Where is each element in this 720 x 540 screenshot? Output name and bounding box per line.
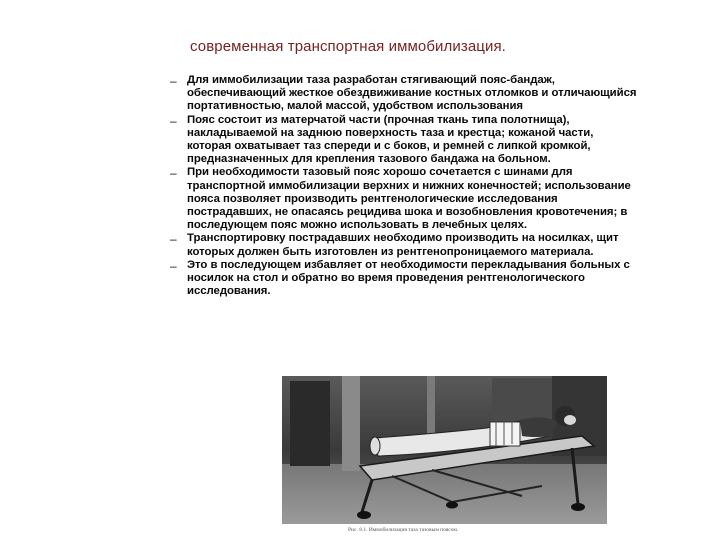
bullet-text: Транспортировку пострадавших необходимо производить на носилках, щит которых должен быть изготовлен из рентгенопроницаемого материала. — [187, 232, 619, 258]
bullet-dash: – — [170, 74, 177, 88]
bullet-text: Пояс состоит из матерчатой части (прочная ткань типа полотнища), накладываемой на заднюю поверхность таза и крестца; кожаной части, которая охватывает таз спереди и с боков, и ремней с липкой кромкой, предназначенных для крепления тазового бандажа на больном. — [187, 113, 594, 166]
bullet-text: Это в последующем избавляет от необходимости перекладывания больных с носилок на стол и обратно во время проведения рентгенологического исследования. — [187, 258, 630, 298]
bullet-text: При необходимости тазовый пояс хорошо сочетается с шинами для транспортной иммобилизации верхних и нижних конечностей; использование пояса позволяет производить рентгенологические исследования пострадавших, не опасаясь рецидива шока и возобновления кровотечения; в последующем пояс можно использовать в лечебных целях. — [187, 166, 631, 232]
list-item — [0, 74, 720, 114]
list-item — [0, 166, 720, 232]
bullet-list — [0, 74, 720, 298]
patient-on-stretcher-photo — [282, 376, 607, 524]
bullet-text: Для иммобилизации таза разработан стягивающий пояс-бандаж, обеспечивающий жесткое обездвиживание костных отломков и отличающийся портативностью, малой массой, удобством использования — [187, 74, 637, 113]
figure-caption: Рис. 8.1. Иммобилизация таза тазовым поясом. — [348, 527, 459, 533]
bullet-dash: – — [170, 232, 177, 247]
list-item — [0, 232, 720, 258]
bullet-dash: – — [170, 258, 177, 273]
bullet-dash: – — [170, 166, 177, 181]
slide-title: современная транспортная иммобилизация. — [190, 38, 506, 55]
bullet-dash: – — [170, 113, 177, 128]
list-item — [0, 259, 720, 299]
list-item — [0, 114, 720, 167]
